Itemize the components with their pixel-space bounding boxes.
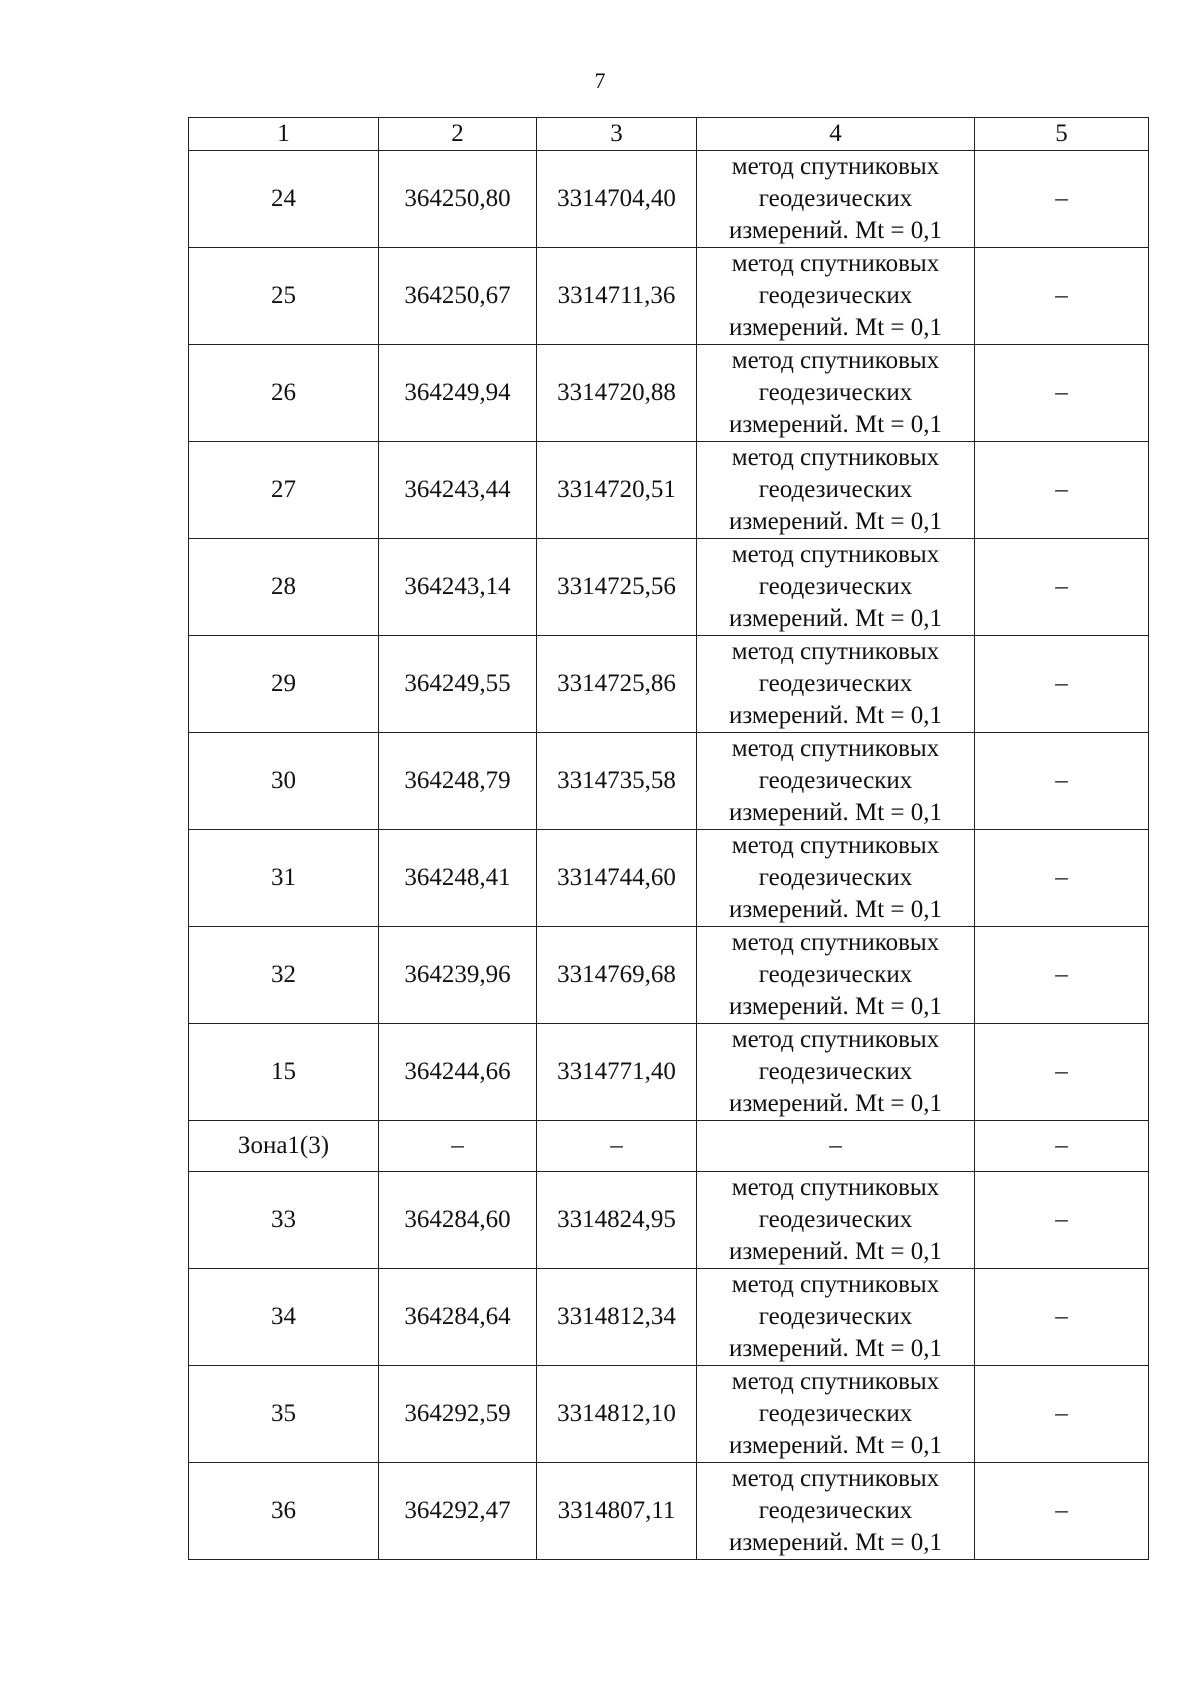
table-row — [189, 1269, 1149, 1366]
header-row — [189, 118, 1149, 151]
x-coordinate-cell: 364248,79 — [379, 733, 537, 830]
method-cell: метод спутниковых геодезических измерений. Mt = 0,1 — [697, 927, 975, 1024]
table-row — [189, 442, 1149, 539]
method-cell: метод спутниковых геодезических измерений. Mt = 0,1 — [697, 830, 975, 927]
note-cell: – — [975, 1463, 1149, 1560]
y-coordinate-cell: 3314812,34 — [537, 1269, 697, 1366]
y-coordinate-cell: 3314824,95 — [537, 1172, 697, 1269]
x-coordinate-cell: 364292,59 — [379, 1366, 537, 1463]
note-cell: – — [975, 1366, 1149, 1463]
x-coordinate-cell: 364250,80 — [379, 151, 537, 248]
y-coordinate-cell: 3314720,88 — [537, 345, 697, 442]
x-coordinate-cell: 364248,41 — [379, 830, 537, 927]
x-coordinate-cell: 364243,14 — [379, 539, 537, 636]
method-cell: метод спутниковых геодезических измерений. Mt = 0,1 — [697, 1024, 975, 1121]
y-coordinate-cell: 3314744,60 — [537, 830, 697, 927]
method-cell: метод спутниковых геодезических измерений. Mt = 0,1 — [697, 1172, 975, 1269]
method-cell: метод спутниковых геодезических измерений. Mt = 0,1 — [697, 539, 975, 636]
note-cell: – — [975, 830, 1149, 927]
table-row — [189, 733, 1149, 830]
header-col-4: 4 — [697, 118, 975, 151]
y-coordinate-cell: 3314807,11 — [537, 1463, 697, 1560]
point-number-cell: 27 — [189, 442, 379, 539]
zone-row — [189, 1121, 1149, 1172]
method-cell: метод спутниковых геодезических измерений. Mt = 0,1 — [697, 1366, 975, 1463]
table-row — [189, 1024, 1149, 1121]
point-number-cell: 35 — [189, 1366, 379, 1463]
table-row — [189, 1463, 1149, 1560]
x-coordinate-cell: 364239,96 — [379, 927, 537, 1024]
x-coordinate-cell: – — [379, 1121, 537, 1172]
x-coordinate-cell: 364243,44 — [379, 442, 537, 539]
page-number: 7 — [594, 68, 606, 93]
note-cell: – — [975, 345, 1149, 442]
coordinates-table — [188, 117, 1149, 1560]
y-coordinate-cell: 3314812,10 — [537, 1366, 697, 1463]
point-number-cell: 26 — [189, 345, 379, 442]
y-coordinate-cell: – — [537, 1121, 697, 1172]
method-cell: метод спутниковых геодезических измерений. Mt = 0,1 — [697, 733, 975, 830]
x-coordinate-cell: 364249,94 — [379, 345, 537, 442]
y-coordinate-cell: 3314725,86 — [537, 636, 697, 733]
y-coordinate-cell: 3314735,58 — [537, 733, 697, 830]
note-cell: – — [975, 442, 1149, 539]
table-row — [189, 927, 1149, 1024]
x-coordinate-cell: 364284,64 — [379, 1269, 537, 1366]
table-row — [189, 830, 1149, 927]
table-row — [189, 636, 1149, 733]
point-number-cell: 36 — [189, 1463, 379, 1560]
method-cell: – — [697, 1121, 975, 1172]
point-number-cell: 25 — [189, 248, 379, 345]
point-number-cell: 24 — [189, 151, 379, 248]
method-cell: метод спутниковых геодезических измерений. Mt = 0,1 — [697, 151, 975, 248]
point-number-cell: 31 — [189, 830, 379, 927]
note-cell: – — [975, 1172, 1149, 1269]
method-cell: метод спутниковых геодезических измерений. Mt = 0,1 — [697, 1463, 975, 1560]
y-coordinate-cell: 3314769,68 — [537, 927, 697, 1024]
y-coordinate-cell: 3314725,56 — [537, 539, 697, 636]
x-coordinate-cell: 364250,67 — [379, 248, 537, 345]
note-cell: – — [975, 151, 1149, 248]
y-coordinate-cell: 3314711,36 — [537, 248, 697, 345]
note-cell: – — [975, 927, 1149, 1024]
note-cell: – — [975, 636, 1149, 733]
table-row — [189, 1366, 1149, 1463]
method-cell: метод спутниковых геодезических измерений. Mt = 0,1 — [697, 442, 975, 539]
header-col-1: 1 — [189, 118, 379, 151]
point-number-cell: 34 — [189, 1269, 379, 1366]
x-coordinate-cell: 364284,60 — [379, 1172, 537, 1269]
point-number-cell: Зона1(3) — [189, 1121, 379, 1172]
y-coordinate-cell: 3314704,40 — [537, 151, 697, 248]
point-number-cell: 30 — [189, 733, 379, 830]
method-cell: метод спутниковых геодезических измерений. Mt = 0,1 — [697, 636, 975, 733]
point-number-cell: 29 — [189, 636, 379, 733]
table-row — [189, 345, 1149, 442]
point-number-cell: 28 — [189, 539, 379, 636]
header-col-5: 5 — [975, 118, 1149, 151]
header-col-2: 2 — [379, 118, 537, 151]
note-cell: – — [975, 1269, 1149, 1366]
point-number-cell: 33 — [189, 1172, 379, 1269]
note-cell: – — [975, 539, 1149, 636]
x-coordinate-cell: 364244,66 — [379, 1024, 537, 1121]
note-cell: – — [975, 248, 1149, 345]
note-cell: – — [975, 1024, 1149, 1121]
table-row — [189, 1172, 1149, 1269]
method-cell: метод спутниковых геодезических измерений. Mt = 0,1 — [697, 248, 975, 345]
header-col-3: 3 — [537, 118, 697, 151]
table-body — [189, 151, 1149, 1560]
table-row — [189, 248, 1149, 345]
point-number-cell: 15 — [189, 1024, 379, 1121]
note-cell: – — [975, 1121, 1149, 1172]
table-row — [189, 539, 1149, 636]
x-coordinate-cell: 364249,55 — [379, 636, 537, 733]
point-number-cell: 32 — [189, 927, 379, 1024]
table-row — [189, 151, 1149, 248]
table-header — [189, 118, 1149, 151]
y-coordinate-cell: 3314771,40 — [537, 1024, 697, 1121]
note-cell: – — [975, 733, 1149, 830]
method-cell: метод спутниковых геодезических измерений. Mt = 0,1 — [697, 345, 975, 442]
method-cell: метод спутниковых геодезических измерений. Mt = 0,1 — [697, 1269, 975, 1366]
y-coordinate-cell: 3314720,51 — [537, 442, 697, 539]
x-coordinate-cell: 364292,47 — [379, 1463, 537, 1560]
